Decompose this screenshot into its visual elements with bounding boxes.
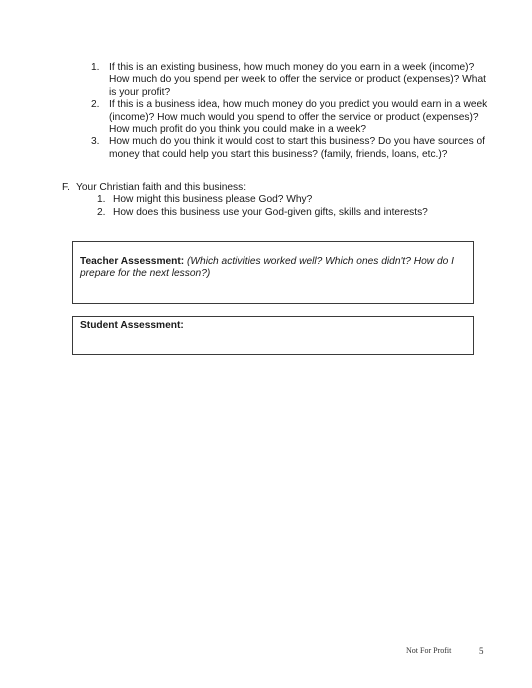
- section-heading-text: Your Christian faith and this business:: [76, 182, 247, 193]
- faith-questions-list: [97, 194, 482, 219]
- list-item: [91, 99, 491, 136]
- teacher-assessment-box[interactable]: [72, 241, 474, 304]
- list-item: [91, 136, 491, 161]
- student-assessment-box[interactable]: [72, 316, 474, 355]
- list-number: 3.: [91, 136, 100, 148]
- section-letter: F.: [62, 182, 70, 193]
- page-number: 5: [479, 646, 484, 656]
- list-item-text: How much do you think it would cost to start this business? Do you have sources of money that could help you start this business? (family, friends, loans, etc.)?: [109, 136, 485, 160]
- list-item-text: If this is a business idea, how much money do you predict you would earn in a week (income)? How much would you spend to offer the service or product (expenses)? How much profit do you think you could make in a week?: [109, 99, 488, 136]
- business-questions-list: [91, 62, 491, 161]
- list-item: [91, 62, 491, 99]
- list-item: [97, 194, 482, 206]
- list-item-text: How might this business please God? Why?: [113, 194, 313, 206]
- list-number: 2.: [91, 99, 100, 111]
- teacher-assessment-label: Teacher Assessment:: [80, 256, 185, 267]
- student-assessment-label: Student Assessment:: [80, 320, 184, 331]
- section-f-heading: [62, 182, 482, 194]
- list-item-text: How does this business use your God-given gifts, skills and interests?: [113, 206, 428, 218]
- teacher-assessment-prompt: (Which activities worked well? Which ones didn't? How do I prepare for the next lesson?): [80, 256, 454, 280]
- list-number: 1.: [97, 194, 106, 206]
- footer-label: Not For Profit: [406, 646, 452, 655]
- list-number: 1.: [91, 62, 100, 73]
- list-item: [97, 207, 482, 219]
- list-number: 2.: [97, 206, 106, 218]
- section-f: [62, 182, 482, 219]
- list-item-text: If this is an existing business, how much money do you earn in a week (income)? How much do you spend per week to offer the service or product (expenses)? What is your profit?: [109, 62, 486, 98]
